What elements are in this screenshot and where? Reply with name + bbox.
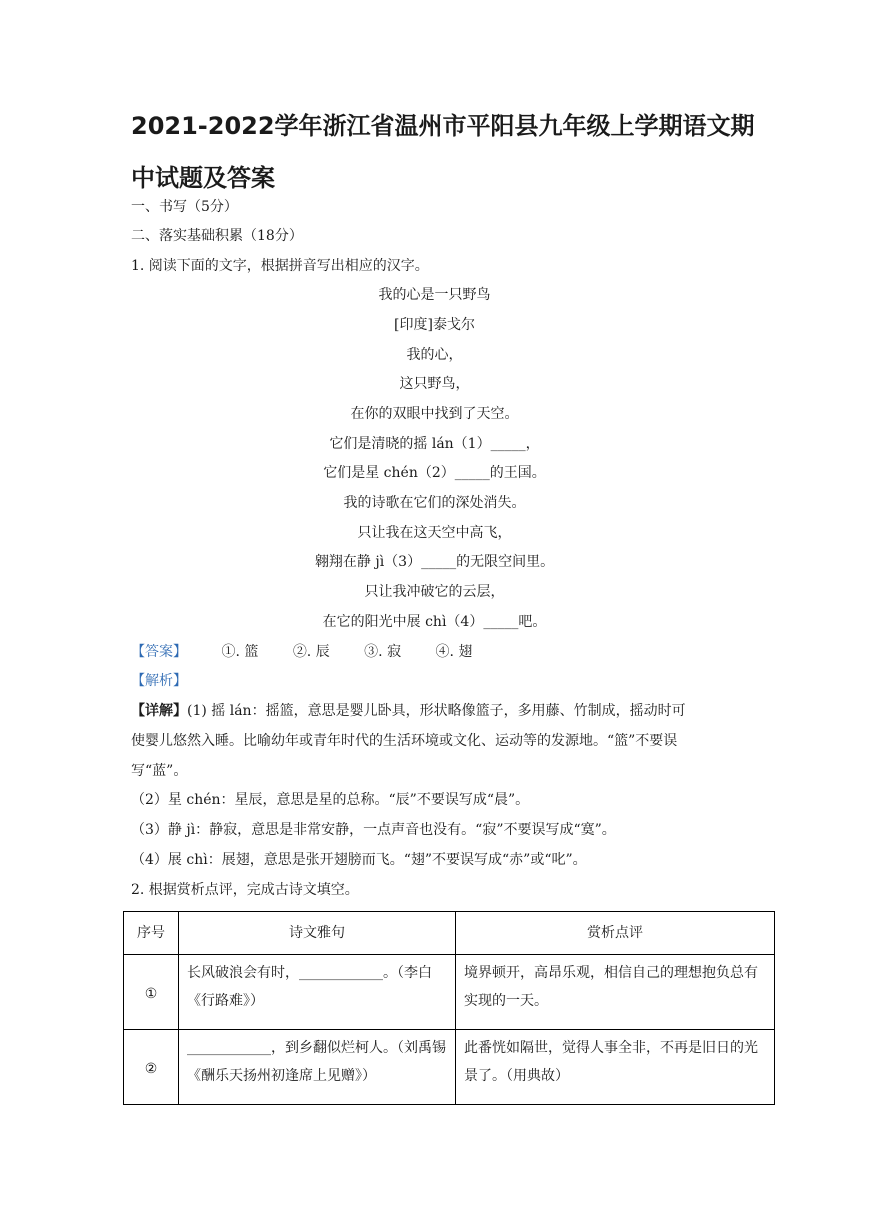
row-num: ② xyxy=(124,1030,179,1105)
note-line: （2）星 chén：星辰，意思是星的总称。“辰”不要误写成“晨”。 xyxy=(131,792,530,808)
header-comment: 赏析点评 xyxy=(456,912,775,955)
question-1-prompt: 1. 阅读下面的文字，根据拼音写出相应的汉字。 xyxy=(131,258,429,274)
answer-item: ②. 辰 xyxy=(292,644,330,660)
detail-label: 【详解】 xyxy=(131,703,187,719)
answer-row xyxy=(131,642,472,662)
table-header-row xyxy=(124,912,775,955)
header-verse: 诗文雅句 xyxy=(179,912,456,955)
detail-line xyxy=(131,701,686,721)
page-title: 2021-2022学年浙江省温州市平阳县九年级上学期语文期中试题及答案 xyxy=(131,112,755,192)
poem-line: 它们是星 chén（2）_____的王国。 xyxy=(323,465,546,481)
header-num: 序号 xyxy=(124,912,179,955)
poem-line: 只让我在这天空中高飞， xyxy=(357,525,512,541)
note-line: （4）展 chì：展翅，意思是张开翅膀而飞。“翅”不要误写成“赤”或“叱”。 xyxy=(131,852,587,868)
question-2-prompt: 2. 根据赏析点评，完成古诗文填空。 xyxy=(131,882,359,898)
section-basics: 二、落实基础积累（18分） xyxy=(131,228,303,244)
poem-line: 翱翔在静 jì（3）_____的无限空间里。 xyxy=(314,554,555,570)
poem-line: 我的心是一只野鸟 xyxy=(378,287,491,303)
poem-line: 在你的双眼中找到了天空。 xyxy=(350,406,519,422)
answer-label: 【答案】 xyxy=(131,644,187,660)
row-num: ① xyxy=(124,955,179,1030)
detail-line: 使婴儿悠然入睡。比喻幼年或青年时代的生活环境或文化、运动等的发源地。“篮”不要误 xyxy=(131,733,678,749)
table-row xyxy=(124,955,775,1030)
poem-line: 我的心， xyxy=(406,347,463,363)
analysis-label: 【解析】 xyxy=(131,673,187,689)
note-line: （3）静 jì：静寂，意思是非常安静，一点声音也没有。“寂”不要误写成“寞”。 xyxy=(131,822,616,838)
row-comment: 此番恍如隔世，觉得人事全非，不再是旧日的光景了。（用典故） xyxy=(456,1030,775,1105)
row-verse: ____________，到乡翻似烂柯人。（刘禹锡《酬乐天扬州初逢席上见赠》） xyxy=(179,1030,456,1105)
section-writing: 一、书写（5分） xyxy=(131,199,238,215)
poem-line: [印度]泰戈尔 xyxy=(394,317,475,333)
poem-line: 在它的阳光中展 chì（4）_____吧。 xyxy=(322,614,547,630)
answer-item: ①. 篮 xyxy=(221,644,259,660)
poem-line: 我的诗歌在它们的深处消失。 xyxy=(343,495,526,511)
row-verse: 长风破浪会有时，____________。（李白《行路难》） xyxy=(179,955,456,1030)
detail-text: (1) 摇 lán：摇篮，意思是婴儿卧具，形状略像篮子，多用藤、竹制成，摇动时可 xyxy=(187,703,686,719)
poem-line: 只让我冲破它的云层， xyxy=(364,584,505,600)
table-row xyxy=(124,1030,775,1105)
row-comment: 境界顿开，高昂乐观，相信自己的理想抱负总有实现的一天。 xyxy=(456,955,775,1030)
poem-line: 它们是清晓的摇 lán（1）_____， xyxy=(329,436,540,452)
poem-line: 这只野鸟， xyxy=(399,376,470,392)
detail-line: 写“蓝”。 xyxy=(131,763,188,779)
answer-item: ③. 寂 xyxy=(364,644,402,660)
poetry-table xyxy=(123,911,775,1105)
answer-item: ④. 翅 xyxy=(435,644,473,660)
